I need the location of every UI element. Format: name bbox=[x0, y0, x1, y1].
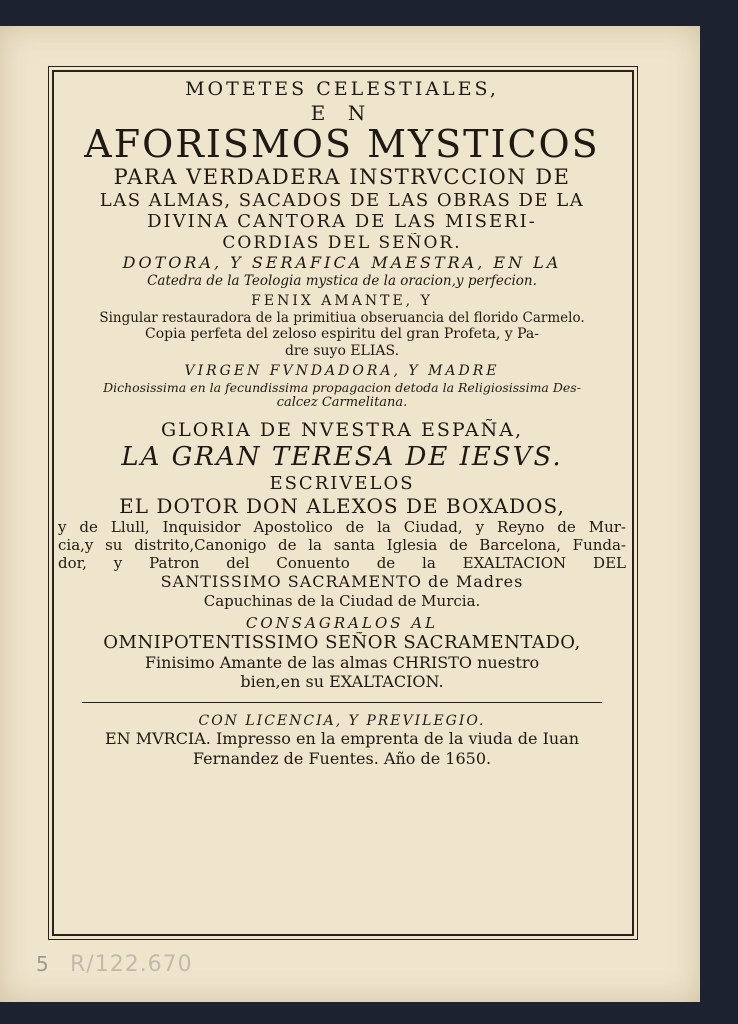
line-26: CONSAGRALOS AL bbox=[245, 613, 439, 632]
line-24: SANTISSIMO SACRAMENTO de Madres bbox=[160, 572, 524, 592]
line-5: LAS ALMAS, SACADOS DE LAS OBRAS DE LA bbox=[99, 189, 585, 211]
title-page-text bbox=[58, 74, 626, 768]
line-6: DIVINA CANTORA DE LAS MISERI- bbox=[147, 211, 537, 233]
line-23: dor, y Patron del Conuento de la EXALTACION DEL bbox=[58, 554, 626, 573]
line-8: DOTORA, Y SERAFICA MAESTRA, EN LA bbox=[122, 253, 562, 273]
line-15: Dichosissima en la fecundissima propagacion detoda la Religiosissima Des- bbox=[103, 380, 581, 396]
line-29: bien,en su EXALTACION. bbox=[240, 672, 444, 692]
line-17: GLORIA DE NVESTRA ESPAÑA, bbox=[160, 418, 524, 441]
line-21: y de Llull, Inquisidor Apostolico de la Ciudad, y Reyno de Mur- bbox=[58, 518, 626, 537]
line-31: EN MVRCIA. Impresso en la emprenta de la viuda de Iuan bbox=[104, 729, 580, 749]
line-10: FENIX AMANTE, Y bbox=[251, 292, 433, 309]
line-16: calcez Carmelitana. bbox=[276, 395, 408, 411]
line-30: CON LICENCIA, Y PREVILEGIO. bbox=[198, 712, 486, 729]
line-18: LA GRAN TERESA DE IESVS. bbox=[121, 441, 563, 472]
shelf-stamp: R/122.670 bbox=[70, 952, 193, 977]
line-9: Catedra de la Teologia mystica de la oracion,y perfecion. bbox=[147, 272, 537, 289]
imprint-divider bbox=[82, 702, 602, 703]
line-7: CORDIAS DEL SEÑOR. bbox=[222, 233, 462, 254]
line-22: cia,y su distrito,Canonigo de la santa Iglesia de Barcelona, Funda- bbox=[58, 536, 626, 555]
page-mark: 5 bbox=[36, 952, 49, 976]
line-32: Fernandez de Fuentes. Año de 1650. bbox=[192, 748, 492, 768]
line-28: Finisimo Amante de las almas CHRISTO nuestro bbox=[144, 653, 540, 673]
line-1: MOTETES CELESTIALES, bbox=[185, 78, 499, 100]
line-4: PARA VERDADERA INSTRVCCION DE bbox=[113, 164, 571, 189]
line-19: ESCRIVELOS bbox=[269, 472, 415, 494]
main-title: AFORISMOS MYSTICOS bbox=[84, 124, 600, 165]
line-27: OMNIPOTENTISSIMO SEÑOR SACRAMENTADO, bbox=[103, 631, 581, 653]
line-14: VIRGEN FVNDADORA, Y MADRE bbox=[184, 363, 500, 380]
line-13: dre suyo ELIAS. bbox=[284, 342, 400, 359]
line-11: Singular restauradora de la primitiua obseruancia del florido Carmelo. bbox=[99, 309, 585, 326]
line-2: E N bbox=[310, 100, 374, 125]
line-20: EL DOTOR DON ALEXOS DE BOXADOS, bbox=[119, 494, 565, 519]
line-12: Copia perfeta del zeloso espiritu del gran Profeta, y Pa- bbox=[145, 325, 539, 342]
line-25: Capuchinas de la Ciudad de Murcia. bbox=[203, 591, 481, 610]
